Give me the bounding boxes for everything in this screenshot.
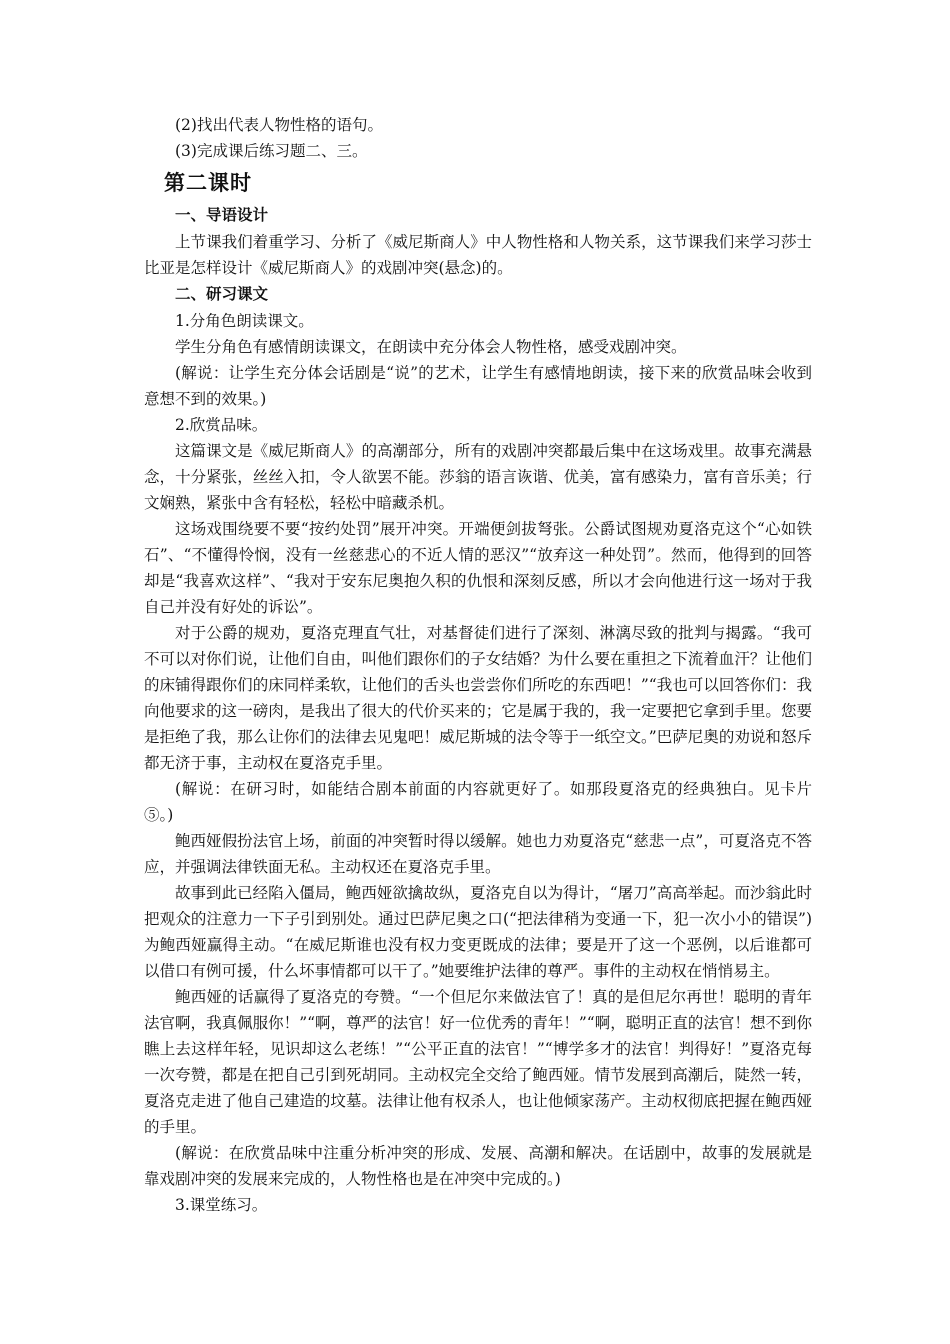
commentary-note-2: (解说：在研习时，如能结合剧本前面的内容就更好了。如那段夏洛克的经典独白。见卡片⑤。) (144, 780, 812, 824)
appreciation-paragraph-6: 鲍西娅的话赢得了夏洛克的夸赞。“一个但尼尔来做法官了！真的是但尼尔再世！聪明的青年法官啊，我真佩服你！”“啊，尊严的法官！好一位优秀的青年！”“啊，聪明正直的法官！想不到你瞧上去这样年轻，见识却这么老练！”“公平正直的法官！”“博学多才的法官！判得好！”夏洛克每一次夸赞，都是在把自己引到死胡同。主动权完全交给了鲍西娅。情节发展到高潮后，陡然一转，夏洛克走进了他自己建造的坟墓。法律让他有权杀人，也让他倾家荡产。主动权彻底把握在鲍西娅的手里。 (144, 988, 812, 1136)
document-body (144, 112, 812, 1218)
commentary-note-3: (解说：在欣赏品味中注重分析冲突的形成、发展、高潮和解决。在话剧中，故事的发展就是靠戏剧冲突的发展来完成的，人物性格也是在冲突中完成的。) (144, 1144, 812, 1188)
appreciation-paragraph-3: 对于公爵的规劝，夏洛克理直气壮，对基督徒们进行了深刻、淋漓尽致的批判与揭露。“我可不可以对你们说，让他们自由，叫他们跟你们的子女结婚？为什么要在重担之下流着血汗？让他们的床铺得跟你们的床同样柔软，让他们的舌头也尝尝你们所吃的东西吧！”“我也可以回答你们：我向他要求的这一磅肉，是我出了很大的代价买来的；它是属于我的，我一定要把它拿到手里。您要是拒绝了我，那么让你们的法律去见鬼吧！威尼斯城的法令等于一纸空文。”巴萨尼奥的劝说和怒斥都无济于事，主动权在夏洛克手里。 (144, 624, 812, 772)
section-heading-intro: 一、导语设计 (175, 206, 269, 224)
section-heading-study: 二、研习课文 (175, 285, 269, 303)
appreciation-paragraph-1: 这篇课文是《威尼斯商人》的高潮部分，所有的戏剧冲突都最后集中在这场戏里。故事充满悬念，十分紧张，丝丝入扣，令人欲罢不能。莎翁的语言诙谐、优美，富有感染力，富有音乐美；行文娴熟，紧张中含有轻松，轻松中暗藏杀机。 (144, 442, 812, 512)
appreciation-paragraph-5: 故事到此已经陷入僵局，鲍西娅欲擒故纵，夏洛克自以为得计，“屠刀”高高举起。而沙翁此时把观众的注意力一下子引到别处。通过巴萨尼奥之口(“把法律稍为变通一下，犯一次小小的错误”)为鲍西娅赢得主动。“在威尼斯谁也没有权力变更既成的法律；要是开了这一个恶例，以后谁都可以借口有例可援，什么坏事情都可以干了。”她要维护法律的尊严。事件的主动权在悄悄易主。 (144, 884, 812, 980)
appreciation-paragraph-2: 这场戏围绕要不要“按约处罚”展开冲突。开端便剑拔弩张。公爵试图规劝夏洛克这个“心如铁石”、“不懂得怜悯，没有一丝慈悲心的不近人情的恶汉”“放弃这一种处罚”。然而，他得到的回答却是“我喜欢这样”、“我对于安东尼奥抱久积的仇恨和深刻反感，所以才会向他进行这一场对于我自己并没有好处的诉讼”。 (144, 520, 812, 616)
appreciation-paragraph-4: 鲍西娅假扮法官上场，前面的冲突暂时得以缓解。她也力劝夏洛克“慈悲一点”，可夏洛克不答应，并强调法律铁面无私。主动权还在夏洛克手里。 (144, 832, 812, 876)
step-3-heading: 3.课堂练习。 (175, 1196, 268, 1214)
step-1-paragraph: 学生分角色有感情朗读课文，在朗读中充分体会人物性格，感受戏剧冲突。 (175, 338, 687, 356)
intro-paragraph: 上节课我们着重学习、分析了《威尼斯商人》中人物性格和人物关系，这节课我们来学习莎士比亚是怎样设计《威尼斯商人》的戏剧冲突(悬念)的。 (144, 233, 812, 277)
task-line-3: (3)完成课后练习题二、三。 (175, 142, 368, 160)
commentary-note-1: (解说：让学生充分体会话剧是“说”的艺术，让学生有感情地朗读，接下来的欣赏品味会收到意想不到的效果。) (144, 364, 812, 408)
step-2-heading: 2.欣赏品味。 (175, 416, 268, 434)
lesson-title: 第二课时 (164, 171, 252, 195)
task-line-2: (2)找出代表人物性格的语句。 (175, 116, 383, 134)
step-1-heading: 1.分角色朗读课文。 (175, 312, 314, 330)
